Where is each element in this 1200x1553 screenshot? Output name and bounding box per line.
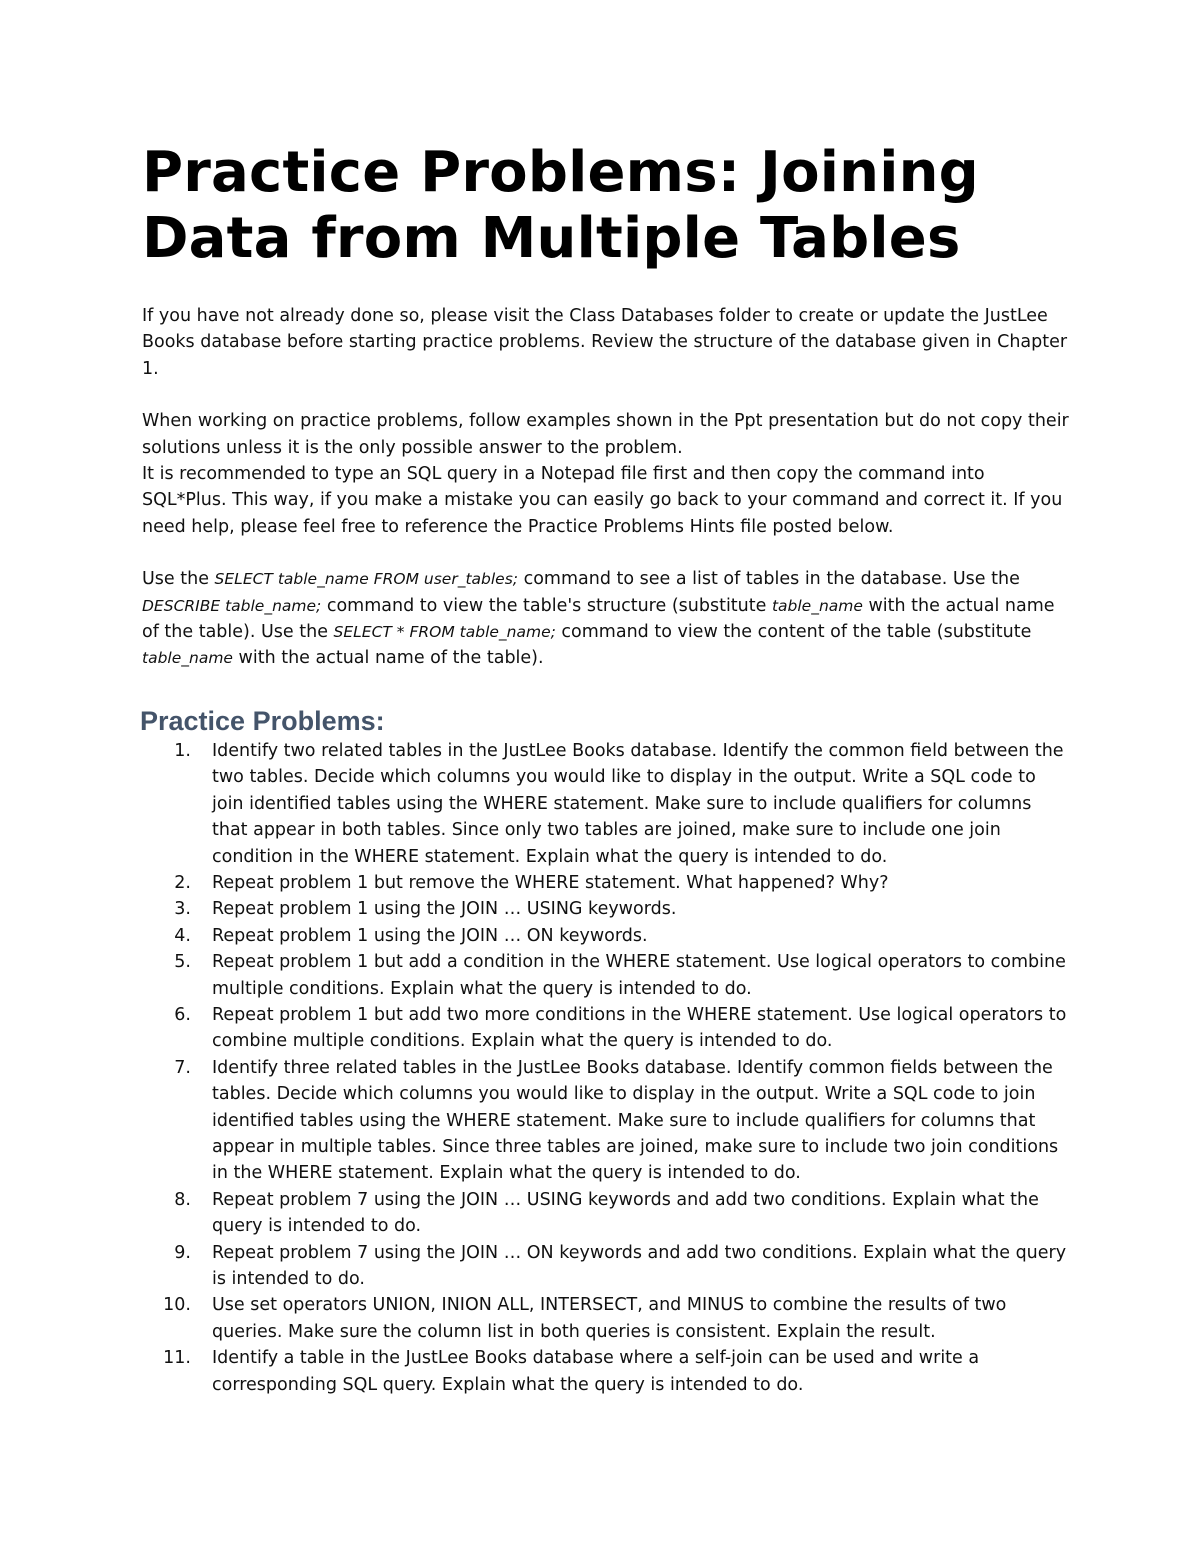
problem-item-11 — [142, 1345, 1072, 1398]
problem-number: 7. — [174, 1057, 191, 1078]
commands-text-5: command to view the content of the table (substitute — [555, 622, 1032, 643]
working-paragraph: When working on practice problems, follow examples shown in the Ppt presentation but do not copy their solutions unless it is the only possible answer to the problem. — [142, 411, 1069, 458]
problem-number: 6. — [174, 1004, 191, 1025]
intro-paragraph: If you have not already done so, please visit the Class Databases folder to create or update the JustLee Books database before starting practice problems. Review the structure of the database given in Chapter 1. — [142, 306, 1068, 379]
commands-paragraph — [142, 566, 1072, 672]
problem-number: 11. — [163, 1348, 191, 1369]
problem-text: Identify a table in the JustLee Books database where a self-join can be used and write a corresponding SQL query. Explain what the query is intended to do. — [212, 1348, 980, 1395]
table-name-placeholder: table_name — [142, 649, 233, 668]
commands-text-6: with the actual name of the table). — [232, 648, 544, 669]
problem-text: Repeat problem 1 but remove the WHERE statement. What happened? Why? — [212, 872, 889, 893]
problem-number: 10. — [163, 1295, 191, 1316]
commands-text-4: with the actual name of the table). Use the — [142, 595, 1055, 643]
problem-text: Identify three related tables in the JustLee Books database. Identify common fields between the tables. Decide which columns you would like to display in the output. Write a SQL code to join identified tables using the WHERE statement. Make sure to include qualifiers for columns that appear in multiple tables. Since three tables are joined, make sure to include two join conditions in the WHERE statement. Explain what the query is intended to do. — [212, 1057, 1059, 1184]
problem-list — [142, 738, 1072, 1398]
problem-item-4 — [142, 923, 1072, 949]
problem-item-5 — [142, 949, 1072, 1002]
problem-item-7 — [142, 1055, 1072, 1187]
problem-text: Repeat problem 7 using the JOIN … ON keywords and add two conditions. Explain what the query is intended to do. — [212, 1242, 1067, 1289]
problem-number: 9. — [174, 1242, 191, 1263]
problem-number: 3. — [174, 899, 191, 920]
title-line-1: Practice Problems: Joining — [142, 140, 979, 205]
problem-item-8 — [142, 1187, 1072, 1240]
problem-item-1 — [142, 738, 1072, 870]
problem-number: 4. — [174, 925, 191, 946]
describe-command: DESCRIBE table_name; — [142, 596, 322, 615]
problem-text: Repeat problem 1 but add two more conditions in the WHERE statement. Use logical operators to combine multiple conditions. Explain what the query is intended to do. — [212, 1004, 1067, 1052]
select-tables-command: SELECT table_name FROM user_tables; — [214, 570, 519, 589]
commands-text-3: command to view the table's structure (substitute — [321, 595, 772, 616]
problem-number: 5. — [174, 952, 191, 973]
problem-number: 8. — [174, 1189, 191, 1210]
problem-text: Repeat problem 7 using the JOIN … USING keywords and add two conditions. Explain what the query is intended to do. — [212, 1189, 1039, 1237]
problem-item-3 — [142, 896, 1072, 922]
problem-text: Repeat problem 1 using the JOIN … ON keywords. — [212, 925, 648, 946]
title-line-2: Data from Multiple Tables — [142, 206, 961, 271]
section-heading: Practice Problems: — [140, 705, 385, 736]
problem-text: Identify two related tables in the JustLee Books database. Identify the common field between the two tables. Decide which columns you would like to display in the output. Write a SQL code to join identified tables using the WHERE statement. Make sure to include qualifiers for columns that appear in both tables. Since only two tables are joined, make sure to include one join condition in the WHERE statement. Explain what the query is intended to do. — [212, 740, 1064, 867]
commands-text-2: command to see a list of tables in the database. Use the — [518, 569, 1020, 590]
recommendation-paragraph: It is recommended to type an SQL query in a Notepad file first and then copy the command into SQL*Plus. This way, if you make a mistake you can easily go back to your command and correct it. If you need help, please feel free to reference the Practice Problems Hints file posted below. — [142, 464, 1063, 537]
problem-text: Use set operators UNION, INION ALL, INTERSECT, and MINUS to combine the results of two queries. Make sure the column list in both queries is consistent. Explain the result. — [212, 1295, 1007, 1342]
commands-text-1: Use the — [142, 569, 215, 590]
problem-item-2 — [142, 870, 1072, 896]
problem-item-10 — [142, 1292, 1072, 1345]
problem-number: 2. — [174, 872, 191, 893]
page-title — [142, 140, 1072, 272]
problem-item-6 — [142, 1002, 1072, 1055]
instructions-block — [142, 408, 1072, 540]
problem-text: Repeat problem 1 but add a condition in the WHERE statement. Use logical operators to combine multiple conditions. Explain what the query is intended to do. — [212, 952, 1066, 999]
document-page — [142, 140, 1072, 1398]
problem-number: 1. — [174, 740, 191, 761]
problem-item-9 — [142, 1240, 1072, 1293]
table-name-placeholder: table_name — [771, 596, 863, 615]
problem-text: Repeat problem 1 using the JOIN … USING keywords. — [212, 899, 677, 920]
select-all-command: SELECT * FROM table_name; — [333, 623, 556, 642]
